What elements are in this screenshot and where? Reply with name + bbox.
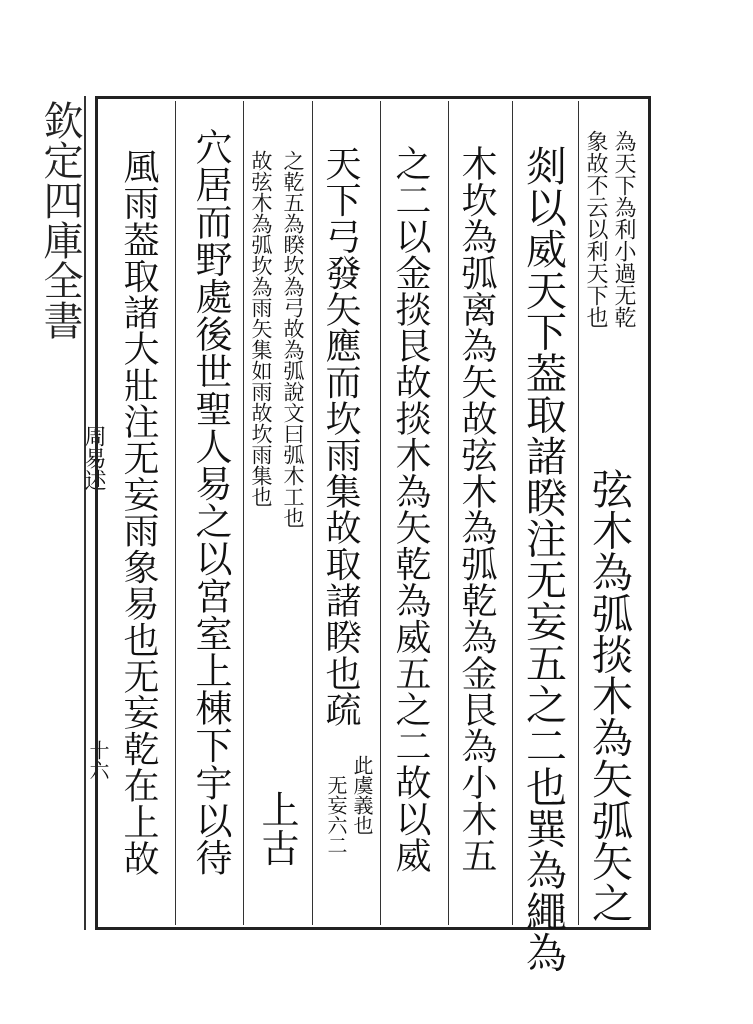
annotation-line: 為天下為利小過无乾 [611,130,636,328]
column-rule [312,101,313,925]
text-column: 風雨葢取諸大壯注无妄雨象易也无妄乾在上故 [118,148,159,876]
column-rule [448,101,449,925]
annotation-line: 故弦木為弧坎為雨矢集如雨故坎雨集也 [249,150,273,507]
column-rule [175,101,176,925]
text-column: 天下弓發矢應而坎雨集故取諸睽也疏 [320,145,361,728]
margin-book-title: 周易述 [81,425,106,491]
annotation-line: 无妄六二 [324,775,348,855]
column-rule [243,101,244,925]
text-column: 木坎為弧离為矢故弦木為弧乾為金艮為小木五 [456,145,497,873]
column-rule [380,101,381,925]
column-rule [578,101,579,925]
annotation-line: 象故不云以利天下也 [583,130,608,328]
text-column: 穴居而野處後世聖人易之以宮室上棟下宇以待 [189,128,232,876]
margin-title: 欽定四庫全書 [37,100,83,340]
text-column: 上古 [255,790,299,867]
margin-page-number: 十六 [86,740,110,780]
annotation-line: 此虞義也 [350,755,374,835]
annotation-line: 之乾五為睽坎為弓故為弧說文曰弧木工也 [281,150,305,528]
text-column: 剡以威天下葢取諸睽注无妄五之二也巽為繩為 [519,145,567,973]
text-column: 弦木為弧掞木為矢弧矢之 [585,468,633,924]
column-rule [512,101,513,925]
text-column: 之二以金掞艮故掞木為矢乾為威五之二故以威 [390,145,431,873]
